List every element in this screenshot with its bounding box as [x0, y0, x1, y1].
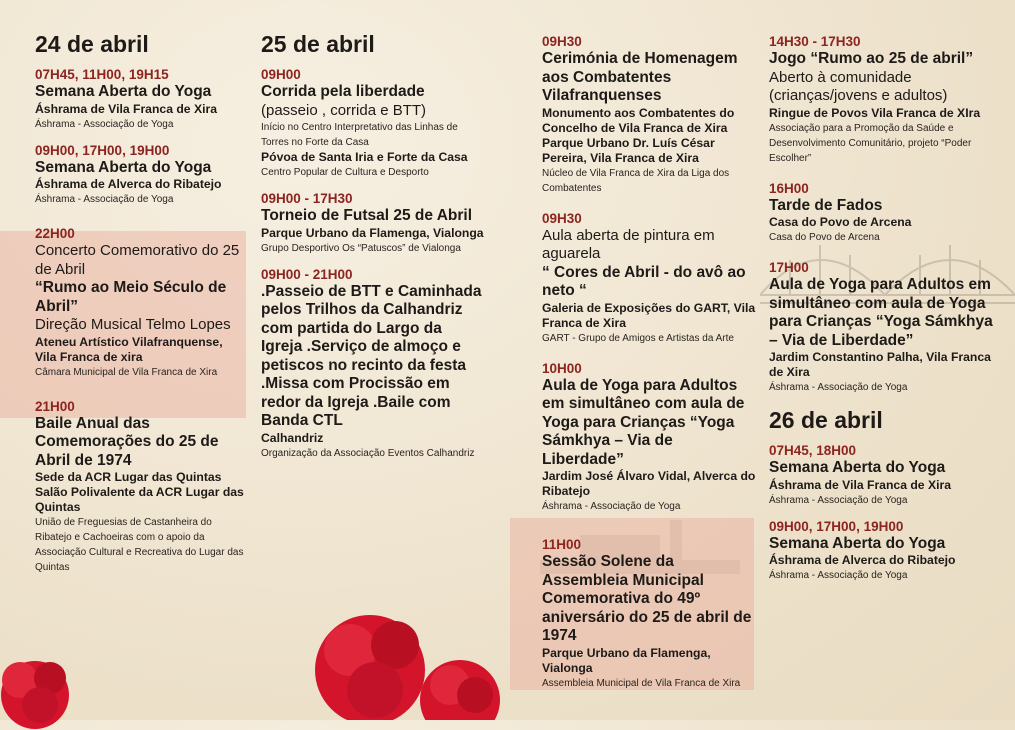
event: [35, 66, 245, 132]
event-title: .Passeio de BTT e Caminhada pelos Trilhos da Calhandriz com partida do Largo da Igreja .Serviço de almoço e petiscos no recinto da festa .Missa com Procissão em redor da Igreja .Baile com Banda CTL: [261, 282, 482, 429]
event-place: Monumento aos Combatentes do Concelho de Vila Franca de Xira Parque Urbano Dr. Luís César Pereira, Vila Franca de Xira: [542, 105, 735, 165]
event-org: União de Freguesias de Castanheira do Ribatejo e Cachoeiras com o apoio da Associação Cultural e Recreativa do Lugar das Quintas: [35, 517, 244, 573]
event-org: GART - Grupo de Amigos e Artistas da Arte: [542, 332, 734, 344]
event: [769, 518, 994, 584]
event-title: “ Cores de Abril - do avô ao neto “: [542, 263, 746, 299]
event-title: Sessão Solene da Assembleia Municipal Comemorativa do 49º aniversário do 25 de abril de 1974: [542, 553, 752, 644]
event-place: Áshrama de Alverca do Ribatejo: [35, 177, 222, 191]
column-24-abril: [35, 33, 245, 585]
event-place: Calhandriz: [261, 430, 324, 445]
event-org: Áshrama - Associação de Yoga: [769, 494, 908, 506]
event-place: Casa do Povo de Arcena: [769, 215, 912, 229]
event: [769, 180, 994, 246]
event-org: Associação para a Promoção da Saúde e Desenvolvimento Comunitário, projeto “Poder Escolher”: [769, 122, 972, 164]
event-title: Torneio de Futsal 25 de Abril: [261, 207, 473, 224]
event: [769, 33, 994, 166]
event-title: Semana Aberta do Yoga: [35, 158, 212, 176]
event-org: Áshrama - Associação de Yoga: [542, 501, 681, 512]
column-25-abril-cont: [542, 33, 757, 701]
event-note: Início no Centro Interpretativo das Linhas de Torres no Forte da Casa: [261, 122, 458, 148]
event-time: 09H00 - 17H30: [261, 191, 353, 206]
event-title: Semana Aberta do Yoga: [769, 459, 946, 476]
event-time: 09H00 - 21H00: [261, 266, 353, 282]
day-heading: 25 de abril: [261, 31, 375, 57]
event: [261, 266, 486, 461]
event-time: 09H30: [542, 34, 582, 49]
event-time: 09H00: [261, 67, 301, 82]
event-title: Cerimónia de Homenagem aos Combatentes Vilafranquenses: [542, 50, 738, 104]
event-place: Jardim José Álvaro Vidal, Alverca do Ribatejo: [542, 469, 756, 498]
event-title: Baile Anual das Comemorações do 25 de Abril de 1974: [35, 414, 219, 469]
event-subtitle: Direção Musical Telmo Lopes: [35, 316, 231, 333]
event-time: 17H00: [769, 260, 809, 275]
event-org: Assembleia Municipal de Vila Franca de Xira: [542, 677, 741, 689]
event-place: Áshrama de Vila Franca de Xira: [769, 477, 951, 492]
event: [542, 33, 757, 196]
event: [542, 536, 757, 691]
event-time: 10H00: [542, 360, 582, 376]
event-place: Áshrama de Alverca do Ribatejo: [769, 553, 956, 567]
carnation-icon: [0, 650, 90, 730]
event-place: Sede da ACR Lugar das Quintas Salão Polivalente da ACR Lugar das Quintas: [35, 470, 244, 514]
event-org: Áshrama - Associação de Yoga: [35, 118, 174, 130]
event-time: 11H00: [542, 537, 582, 552]
event: [261, 190, 486, 256]
event-place: Parque Urbano da Flamenga, Vialonga: [542, 645, 711, 675]
event-title: Aula de Yoga para Adultos em simultâneo com aula de Yoga para Crianças “Yoga Sámkhya – Via de Liberdade”: [542, 376, 745, 468]
column-25-abril: [261, 33, 486, 471]
event-subtitle: Aula aberta de pintura em aguarela: [542, 226, 715, 262]
event: [769, 442, 994, 508]
event-org: Áshrama - Associação de Yoga: [769, 382, 908, 393]
event-place: Póvoa de Santa Iria e Forte da Casa: [261, 150, 468, 164]
event-title: Semana Aberta do Yoga: [769, 534, 946, 552]
event-time: 21H00: [35, 398, 75, 414]
event-time: 09H30: [542, 210, 582, 226]
event-title: “Rumo ao Meio Século de Abril”: [35, 279, 227, 315]
carnation-icon: [300, 600, 510, 720]
event-time: 22H00: [35, 226, 75, 241]
event-org: Núcleo de Vila Franca de Xira da Liga dos Combatentes: [542, 167, 730, 194]
event-org: Câmara Municipal de Vila Franca de Xira: [35, 366, 218, 378]
event-title: Corrida pela liberdade: [261, 83, 425, 100]
event-org: Centro Popular de Cultura e Desporto: [261, 167, 429, 178]
event-place: Ringue de Povos Vila Franca de XIra: [769, 105, 981, 120]
event: [35, 142, 245, 208]
event-title: Semana Aberta do Yoga: [35, 83, 212, 100]
event-time: 14H30 - 17H30: [769, 34, 861, 49]
event: [35, 225, 245, 380]
event: [261, 66, 486, 180]
day-heading: 26 de abril: [769, 407, 883, 433]
event-time: 09H00, 17H00, 19H00: [35, 142, 170, 158]
event-time: 16H00: [769, 180, 809, 196]
event-place: Galeria de Exposições do GART, Vila Franca de Xira: [542, 300, 756, 330]
event-time: 09H00, 17H00, 19H00: [769, 518, 904, 534]
event-org: Áshrama - Associação de Yoga: [769, 570, 908, 581]
event-subtitle: Concerto Comemorativo do 25 de Abril: [35, 242, 240, 278]
event: [35, 398, 245, 576]
event-title: Jogo “Rumo ao 25 de abril”: [769, 50, 974, 67]
event-place: Jardim Constantino Palha, Vila Franca de Xira: [769, 350, 991, 379]
event-time: 07H45, 11H00, 19H15: [35, 67, 169, 82]
event-org: Grupo Desportivo Os “Patuscos” de Vialonga: [261, 242, 461, 254]
event: [542, 210, 757, 346]
event-time: 07H45, 18H00: [769, 443, 857, 458]
event-place: Ateneu Artístico Vilafranquense, Vila Franca de xira: [35, 334, 223, 364]
event-subtitle: Aberto à comunidade (crianças/jovens e adultos): [769, 68, 948, 104]
event-org: Áshrama - Associação de Yoga: [35, 194, 174, 205]
event-place: Parque Urbano da Flamenga, Vialonga: [261, 225, 484, 240]
event-org: Casa do Povo de Arcena: [769, 232, 880, 243]
event: [769, 259, 994, 395]
event: [542, 360, 757, 515]
event-title: Aula de Yoga para Adultos em simultâneo com aula de Yoga para Crianças “Yoga Sámkhya – Via de Liberdade”: [769, 276, 993, 349]
event-title: Tarde de Fados: [769, 196, 883, 214]
event-place: Áshrama de Vila Franca de Xira: [35, 101, 217, 116]
column-25-26-abril: [769, 33, 994, 593]
day-heading: 24 de abril: [35, 31, 149, 57]
event-org: Organização da Associação Eventos Calhandriz: [261, 447, 475, 459]
event-subtitle: (passeio , corrida e BTT): [261, 101, 427, 119]
